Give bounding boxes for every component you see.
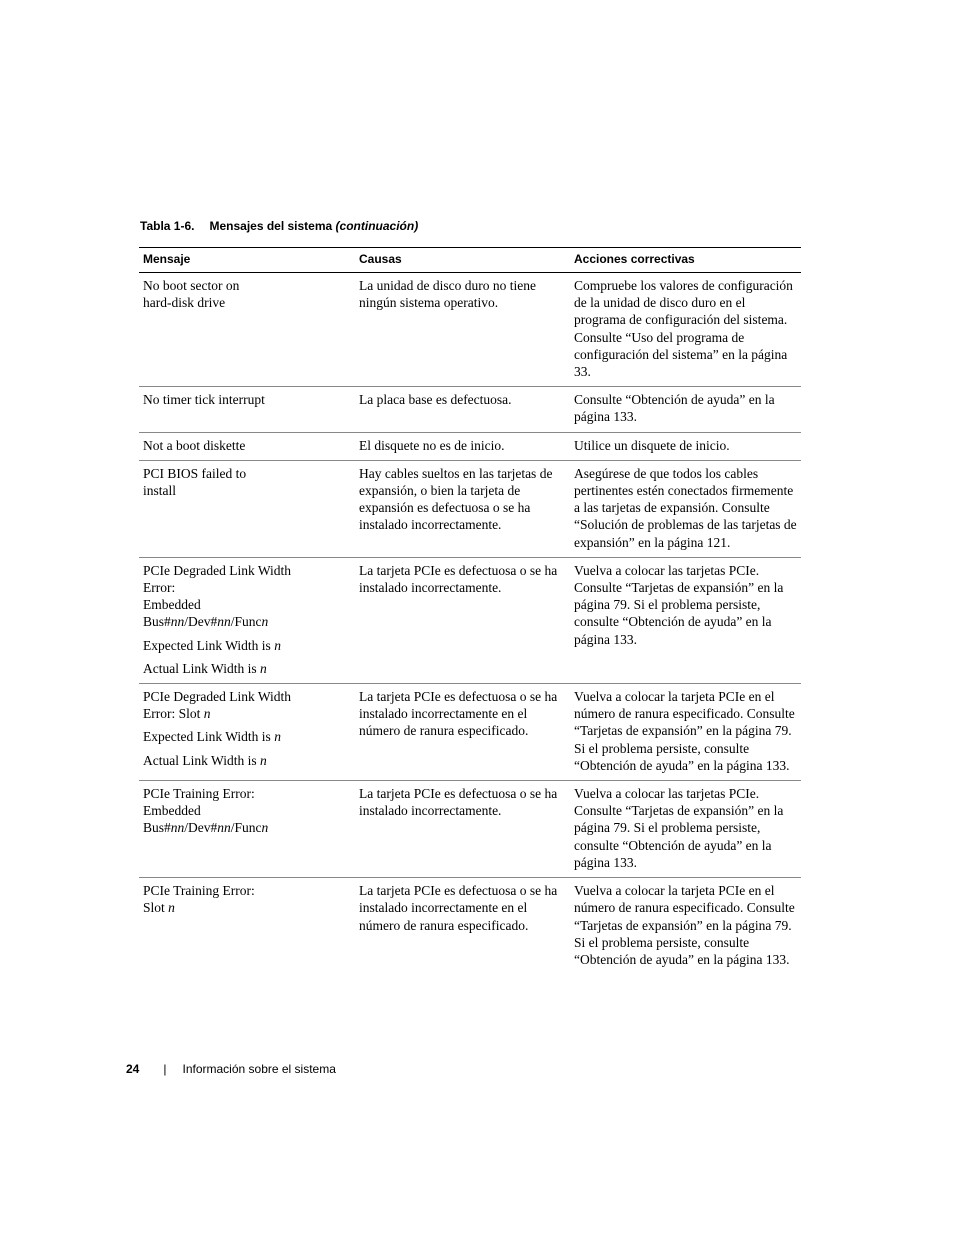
table-header-row: [139, 248, 801, 273]
table-row: [139, 460, 801, 557]
message-cell: [139, 387, 355, 432]
message-line: Expected Link Width is n: [143, 729, 281, 745]
message-line: PCIe Training Error:: [143, 883, 255, 899]
table-label: Tabla 1-6.: [140, 219, 195, 233]
cause-cell: La tarjeta PCIe es defectuosa o se ha instalado incorrectamente en el número de ranura especificado.: [355, 684, 570, 781]
action-cell: Consulte “Obtención de ayuda” en la página 133.: [570, 387, 801, 432]
table-title: Mensajes del sistema: [209, 219, 333, 233]
table-caption: [140, 219, 418, 233]
cause-cell: El disquete no es de inicio.: [355, 432, 570, 460]
message-line: hard-disk drive: [143, 295, 226, 311]
message-line: Actual Link Width is n: [143, 752, 267, 768]
header-causes: Causas: [355, 248, 570, 273]
table-body: [139, 273, 801, 975]
system-messages-table: [139, 247, 801, 974]
message-line: PCIe Training Error:: [143, 786, 255, 802]
message-cell: [139, 878, 355, 975]
action-cell: Vuelva a colocar la tarjeta PCIe en el número de ranura especificado. Consulte “Tarjetas de expansión” en la página 79. Si el problema persiste, consulte “Obtención de ayuda” en la página 133.: [570, 684, 801, 781]
cause-cell: La unidad de disco duro no tiene ningún sistema operativo.: [355, 273, 570, 387]
message-cell: [139, 460, 355, 557]
message-line: PCIe Degraded Link Width: [143, 689, 292, 705]
footer-separator: |: [163, 1062, 167, 1076]
action-cell: Asegúrese de que todos los cables pertinentes estén conectados firmemente a las tarjetas de expansión. Consulte “Solución de problemas de las tarjetas de expansión” en la página 121.: [570, 460, 801, 557]
action-cell: Compruebe los valores de configuración de la unidad de disco duro en el programa de configuración del sistema. Consulte “Uso del programa de configuración del sistema” en la página 33.: [570, 273, 801, 387]
cause-cell: La tarjeta PCIe es defectuosa o se ha instalado incorrectamente en el número de ranura especificado.: [359, 883, 558, 933]
message-line: Slot n: [143, 900, 175, 916]
table-row: [139, 781, 801, 878]
table-row: [139, 432, 801, 460]
message-line: Actual Link Width is n: [143, 660, 267, 676]
message-line: Expected Link Width is n: [143, 637, 281, 653]
message-line: Error:: [143, 580, 176, 596]
page-footer: [126, 1062, 336, 1076]
message-line: install: [143, 483, 176, 499]
message-line: PCIe Degraded Link Width: [143, 562, 292, 578]
table-row: [139, 273, 801, 387]
message-cell: [139, 273, 355, 387]
action-cell: Vuelva a colocar las tarjetas PCIe. Consulte “Tarjetas de expansión” en la página 79. Si el problema persiste, consulte “Obtención de ayuda” en la página 133.: [570, 781, 801, 878]
message-line: No boot sector on: [143, 278, 240, 293]
message-line: Not a boot diskette: [143, 437, 246, 453]
page-number: 24: [126, 1062, 140, 1076]
message-line: Bus#nn/Dev#nn/Funcn: [143, 820, 269, 836]
message-line: Embedded: [143, 803, 201, 819]
cause-cell: Hay cables sueltos en las tarjetas de expansión, o bien la tarjeta de expansión es defectuosa o se ha instalado incorrectamente.: [355, 460, 570, 557]
table-row: [139, 684, 801, 781]
message-cell: [139, 557, 355, 683]
header-actions: Acciones correctivas: [570, 248, 801, 273]
table-row: [139, 557, 801, 683]
table-continued: (continuación): [335, 219, 419, 233]
footer-section-title: Información sobre el sistema: [182, 1062, 336, 1076]
action-cell: Vuelva a colocar la tarjeta PCIe en el número de ranura especificado. Consulte “Tarjetas de expansión” en la página 79. Si el problema persiste, consulte “Obtención de ayuda” en la página 133.: [574, 883, 795, 967]
table-row: [139, 878, 801, 975]
message-cell: [139, 781, 355, 878]
cause-cell: La placa base es defectuosa.: [355, 387, 570, 432]
message-cell: [139, 684, 355, 781]
message-line: PCI BIOS failed to: [143, 465, 247, 481]
action-cell: Utilice un disquete de inicio.: [570, 432, 801, 460]
message-line: Embedded: [143, 597, 201, 613]
action-cell: Vuelva a colocar las tarjetas PCIe. Consulte “Tarjetas de expansión” en la página 79. Si el problema persiste, consulte “Obtención de ayuda” en la página 133.: [570, 557, 801, 683]
message-line: Error: Slot n: [143, 706, 211, 722]
header-message: Mensaje: [139, 248, 355, 273]
cause-cell: La tarjeta PCIe es defectuosa o se ha instalado incorrectamente.: [355, 781, 570, 878]
message-cell: [139, 432, 355, 460]
table-row: [139, 387, 801, 432]
cause-cell: La tarjeta PCIe es defectuosa o se ha instalado incorrectamente.: [355, 557, 570, 683]
message-line: No timer tick interrupt: [143, 392, 265, 408]
message-line: Bus#nn/Dev#nn/Funcn: [143, 614, 269, 630]
